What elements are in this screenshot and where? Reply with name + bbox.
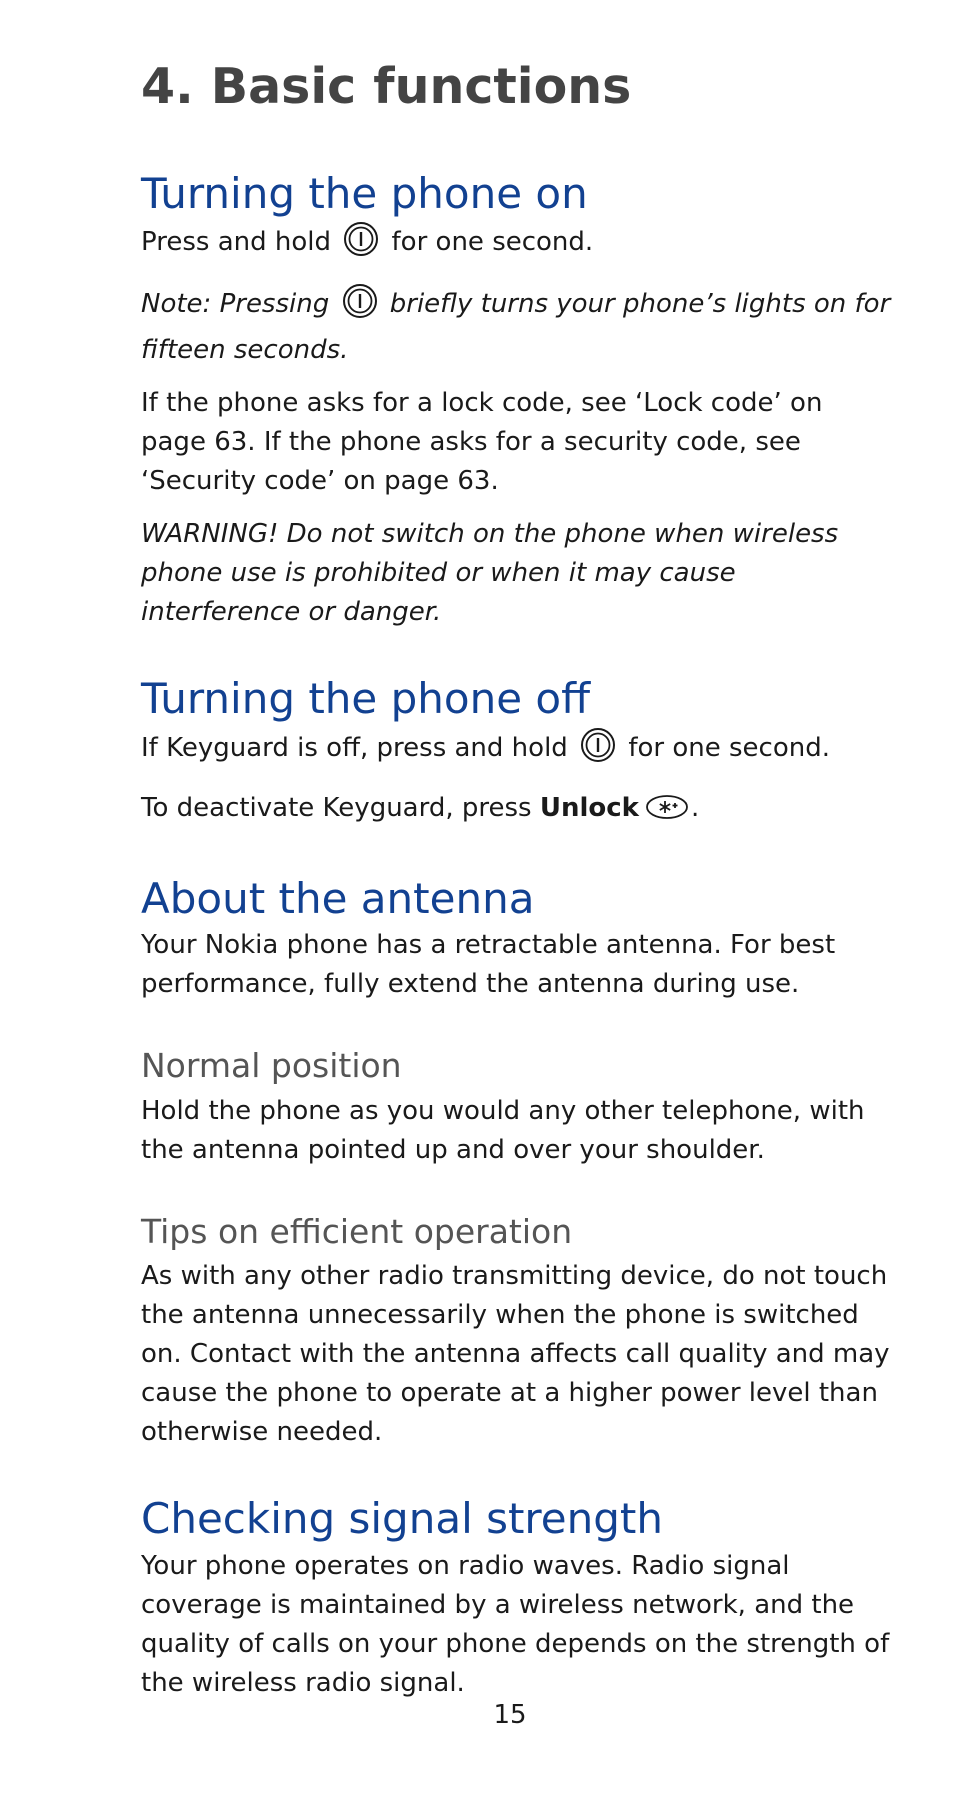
power-key-icon: [580, 727, 616, 775]
lights-note-before: Note: Pressing: [141, 289, 330, 320]
signal-paragraph: Your phone operates on radio waves. Radio signal coverage is maintained by a wireless network, and the quality of calls on your phone depends on the strength of the wireless radio signal.: [141, 1550, 890, 1698]
keyguard-text-before: To deactivate Keyguard, press: [141, 792, 532, 823]
star-key-icon: [645, 793, 689, 832]
tips-paragraph: As with any other radio transmitting device, do not touch the antenna unnecessarily when the phone is switched on. Contact with the antenna affects call quality and may cause the phone to operate at a higher power level than otherwise needed.: [141, 1261, 890, 1448]
keyguard-paragraph: [141, 789, 894, 832]
power-key-icon: [343, 221, 379, 269]
turning-on-text-after: for one second.: [391, 227, 594, 258]
chapter-title: 4. Basic functions: [141, 58, 632, 115]
page-number: 15: [493, 1700, 527, 1730]
heading-tips: Tips on efficient operation: [141, 1211, 573, 1251]
turning-on-text-before: Press and hold: [141, 227, 331, 258]
turning-on-instruction: [141, 221, 894, 269]
normal-position-paragraph: Hold the phone as you would any other telephone, with the antenna pointed up and over your shoulder.: [141, 1095, 865, 1165]
antenna-paragraph: Your Nokia phone has a retractable antenna. For best performance, fully extend the antenna during use.: [141, 929, 836, 999]
turning-off-instruction: [141, 727, 894, 775]
turning-off-text-before: If Keyguard is off, press and hold: [141, 732, 568, 763]
heading-turning-off: Turning the phone off: [141, 674, 591, 724]
turning-off-text-after: for one second.: [628, 732, 830, 763]
lights-note: [141, 283, 894, 370]
unlock-label: Unlock: [539, 792, 639, 823]
heading-turning-on: Turning the phone on: [141, 168, 588, 218]
power-key-icon: [342, 283, 378, 331]
heading-antenna: About the antenna: [141, 873, 535, 923]
lights-note-after: briefly turns your phone’s lights on for fifteen seconds.: [141, 289, 891, 366]
heading-normal-position: Normal position: [141, 1045, 402, 1085]
keyguard-text-after: .: [690, 792, 700, 823]
warning-paragraph: WARNING! Do not switch on the phone when wireless phone use is prohibited or when it may cause interference or danger.: [141, 519, 839, 628]
heading-signal-strength: Checking signal strength: [141, 1494, 663, 1544]
lock-code-paragraph: If the phone asks for a lock code, see ‘Lock code’ on page 63. If the phone asks for a security code, see ‘Security code’ on page 63.: [141, 388, 823, 497]
